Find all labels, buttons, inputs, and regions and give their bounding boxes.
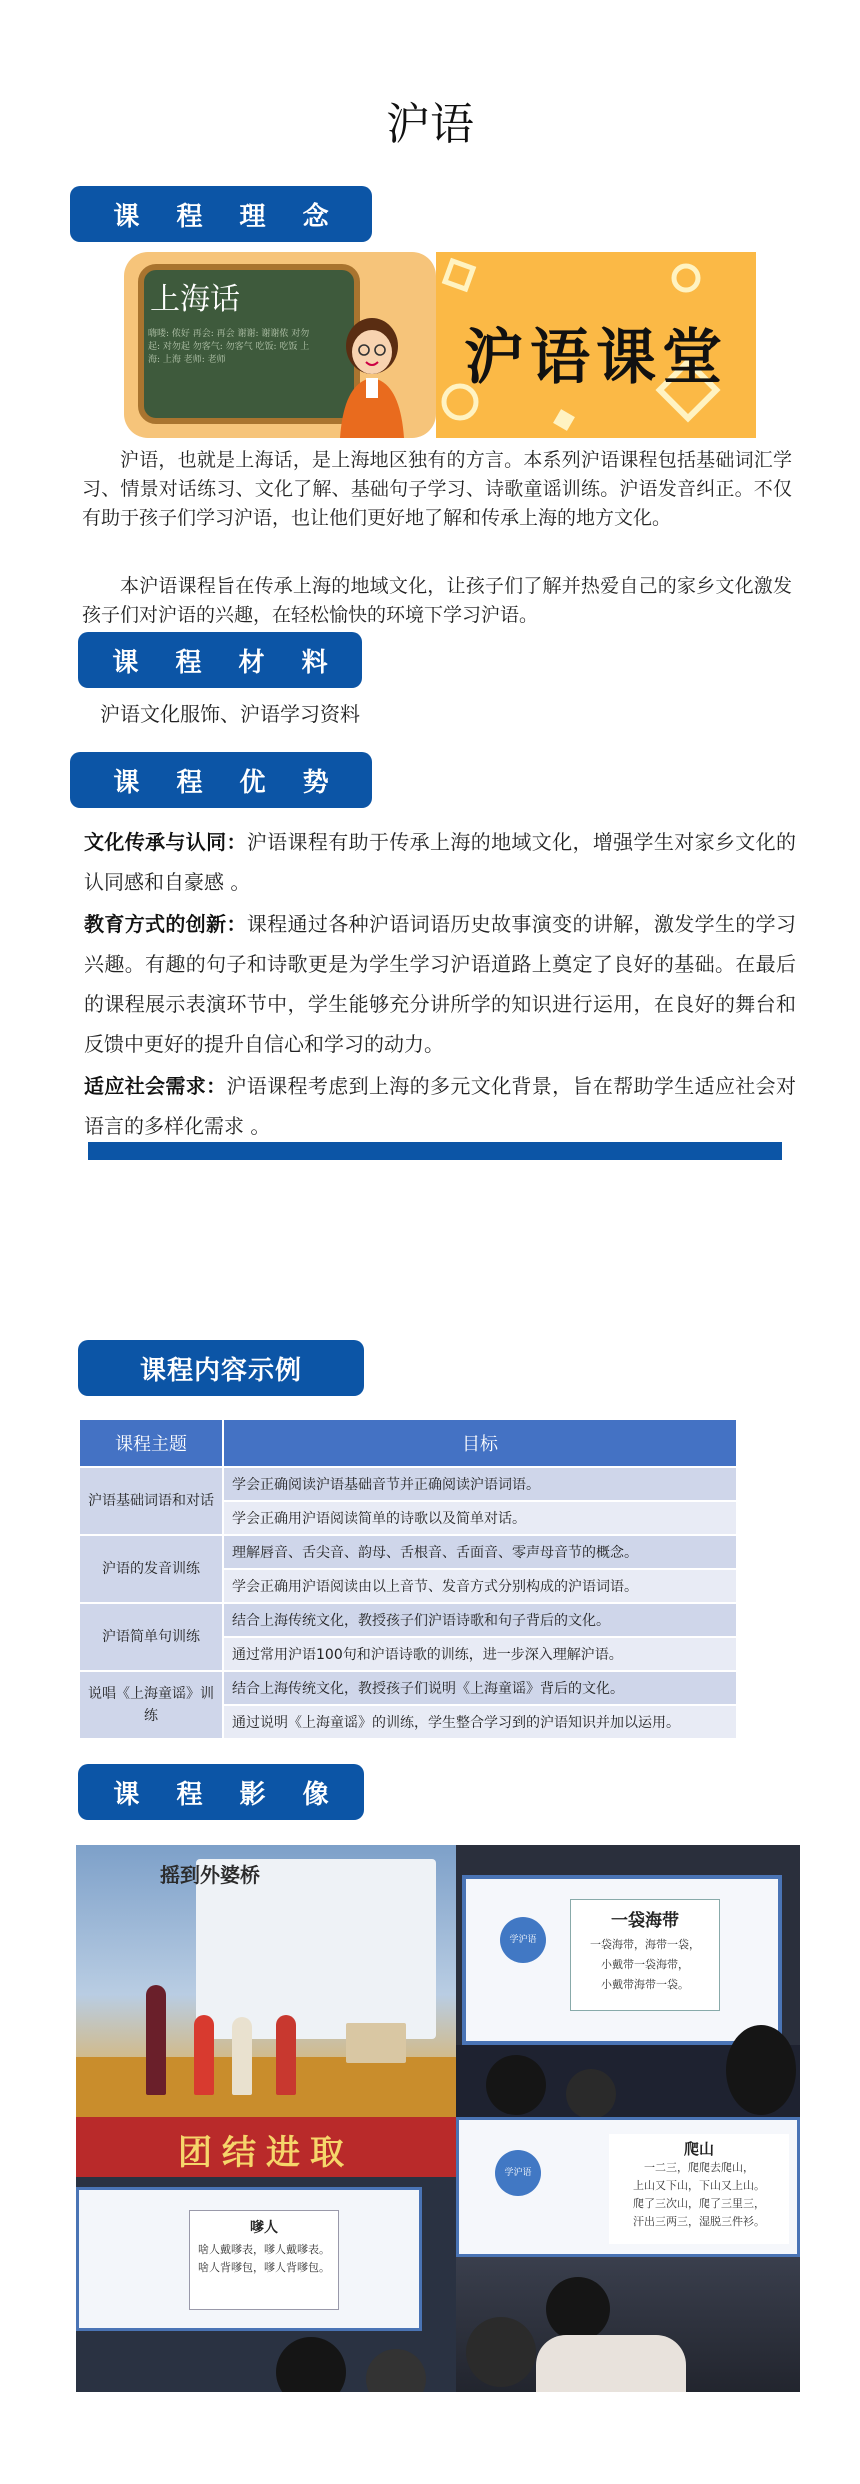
table-header-goal: 目标 [223,1419,737,1467]
photo-classroom-1 [456,1845,800,2117]
section-heading-materials: 课 程 材 料 [78,632,362,688]
section-heading-advantages: 课 程 优 势 [70,752,372,808]
section-divider [88,1142,782,1160]
table-cell-topic: 沪语的发音训练 [79,1535,223,1603]
photo-stage-performance [76,1845,456,2117]
table-cell-goal: 通过说明《上海童谣》的训练，学生整合学习到的沪语知识并加以运用。 [223,1705,737,1739]
projector-screen [456,2117,800,2257]
table-header-row [79,1419,737,1467]
chalkboard-title: 上海话 [150,282,240,317]
advantage-label: 教育方式的创新： [84,912,247,936]
table-row [79,1671,737,1705]
student-head [546,2277,610,2341]
section-heading-philosophy: 课 程 理 念 [70,186,372,242]
poem-card [570,1899,720,2011]
poem-line: 爬了三次山，爬了三里三， [633,2197,765,2210]
advantage-label: 文化传承与认同： [84,830,247,854]
table-cell-goal: 学会正确用沪语阅读由以上音节、发音方式分别构成的沪语词语。 [223,1569,737,1603]
student-head [566,2069,616,2117]
projector-screen [76,2187,422,2331]
poem-title: 嗲人 [250,2220,278,2236]
poem-line: 上山又下山，下山又上山。 [633,2179,765,2192]
performer-figure [194,2015,214,2095]
table-cell-goal: 理解唇音、舌尖音、韵母、舌根音、舌面音、零声母音节的概念。 [223,1535,737,1569]
section-heading-images: 课 程 影 像 [78,1764,364,1820]
table-cell-goal: 通过常用沪语100句和沪语诗歌的训练，进一步深入理解沪语。 [223,1637,737,1671]
table-cell-topic: 说唱《上海童谣》训练 [79,1671,223,1739]
photo-classroom-3 [456,2117,800,2392]
table-cell-goal: 结合上海传统文化，教授孩子们沪语诗歌和句子背后的文化。 [223,1603,737,1637]
chalkboard-illustration [124,252,436,438]
poem-title: 爬山 [683,2140,714,2158]
philosophy-paragraph-2: 本沪语课程旨在传承上海的地域文化，让孩子们了解并热爱自己的家乡文化激发孩子们对沪语的兴趣，在轻松愉快的环境下学习沪语。 [82,575,792,626]
photo-collage [76,1845,800,2392]
students-row [456,2257,800,2392]
student-head [366,2349,426,2392]
poem-line: 一二三，爬爬去爬山， [644,2161,754,2174]
banner-headline: 沪语课堂 [464,323,728,393]
course-badge: 学沪语 [500,1917,546,1963]
course-banner-image [124,252,756,438]
table-row [79,1603,737,1637]
student-head [726,2025,796,2115]
performer-figure [276,2015,296,2095]
student-head [486,2055,546,2115]
philosophy-paragraph-1: 沪语，也就是上海话，是上海地区独有的方言。本系列沪语课程包括基础词汇学习、情景对话练习、文化了解、基础句子学习、诗歌童谣训练。沪语发音纠正。不仅有助于孩子们学习沪语，也让他们更好地了解和传承上海的地方文化。 [82,449,792,529]
materials-text: 沪语文化服饰、沪语学习资料 [100,702,360,726]
course-banner-headline-area [436,252,756,438]
advantage-culture [84,822,796,902]
table-cell-goal: 结合上海传统文化，教授孩子们说明《上海童谣》背后的文化。 [223,1671,737,1705]
poem-line: 小戴带海带一袋。 [601,1978,689,1991]
advantage-label: 适应社会需求： [84,1074,227,1098]
stage-floor [76,2057,456,2117]
performer-figure [146,1985,166,2095]
poem-card [609,2134,789,2244]
photo-classroom-2 [76,2117,456,2392]
poem-card [189,2210,339,2310]
desk [346,2023,406,2063]
poem-line: 啥人戴嗲表，嗲人戴嗲表。 [198,2243,330,2256]
advantage-text: 课程通过各种沪语词语历史故事演变的讲解，激发学生的学习兴趣。有趣的句子和诗歌更是为学生学习沪语道路上奠定了良好的基础。在最后的课程展示表演环节中，学生能够充分讲所学的知识进行运用，在良好的舞台和反馈中更好的提升自信心和学习的动力。 [84,912,797,1056]
poem-title: 一袋海带 [611,1911,679,1931]
teacher-illustration [324,316,420,438]
student-head [276,2337,346,2392]
poem-line: 一袋海带，海带一袋， [590,1938,700,1951]
student-shoulders [536,2335,686,2392]
table-row [79,1535,737,1569]
student-head [466,2317,536,2387]
advantage-text: 沪语课程考虑到上海的多元文化背景，旨在帮助学生适应社会对语言的多样化需求 。 [84,1074,797,1138]
advantage-innovation [84,904,796,1064]
students-row [456,2045,800,2117]
advantage-society [84,1066,796,1146]
projector-screen [462,1875,782,2045]
table-cell-topic: 沪语简单句训练 [79,1603,223,1671]
poem-line: 汗出三两三，湿脱三件衫。 [633,2215,765,2228]
chalkboard-text: 嗨喽: 侬好 再会: 再会 谢谢: 谢谢侬 对勿起: 对勿起 勿客气: 勿客气 吃饭: 吃饭 上海: 上海 老师: 老师 [148,329,310,365]
performer-figure [232,2017,252,2095]
table-cell-topic: 沪语基础词语和对话 [79,1467,223,1535]
slide-title: 摇到外婆桥 [160,1863,260,1887]
course-content-table [78,1418,738,1740]
course-badge: 学沪语 [495,2150,541,2196]
page-title: 沪语 [386,99,474,150]
table-cell-goal: 学会正确用沪语阅读简单的诗歌以及简单对话。 [223,1501,737,1535]
table-header-topic: 课程主题 [79,1419,223,1467]
poem-line: 小戴带一袋海带， [601,1958,689,1971]
classroom-banner-text: 团结进取 [178,2133,354,2173]
table-cell-goal: 学会正确阅读沪语基础音节并正确阅读沪语词语。 [223,1467,737,1501]
advantage-text: 沪语课程有助于传承上海的地域文化，增强学生对家乡文化的认同感和自豪感 。 [84,830,797,894]
table-row [79,1467,737,1501]
poem-line: 啥人背嗲包，嗲人背嗲包。 [198,2261,330,2274]
section-heading-content-examples: 课程内容示例 [78,1340,364,1396]
